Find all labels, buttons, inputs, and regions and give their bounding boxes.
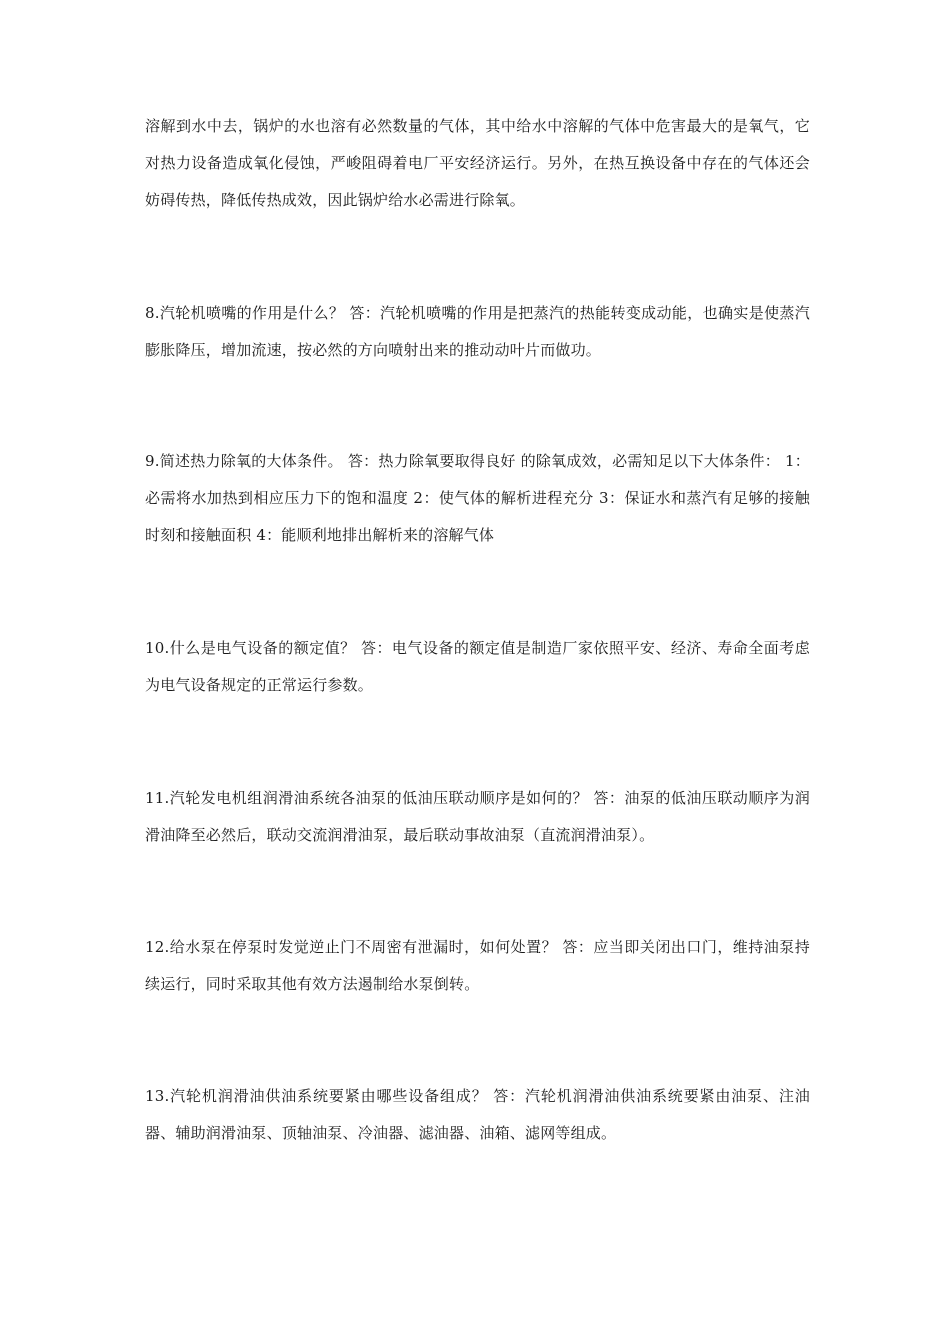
paragraph-intro: 溶解到水中去，锅炉的水也溶有必然数量的气体，其中给水中溶解的气体中危害最大的是氧气，它对热力设备造成氧化侵蚀，严峻阻碍着电厂平安经济运行。另外，在热互换设备中存在的气体还会妨碍传热，降低传热成效，因此锅炉给水必需进行除氧。 — [145, 117, 810, 209]
paragraph-question-9: 9.简述热力除氧的大体条件。 答：热力除氧要取得良好 的除氧成效，必需知足以下大体条件： 1：必需将水加热到相应压力下的饱和温度 2：使气体的解析进程充分 3：保证水和蒸汽有足够的接触时刻和接触面积 4：能顺利地排出解析来的溶解气体 — [145, 452, 810, 544]
paragraph-question-12: 12.给水泵在停泵时发觉逆止门不周密有泄漏时，如何处置？ 答：应当即关闭出口门，维持油泵持续运行，同时采取其他有效方法遏制给水泵倒转。 — [145, 938, 810, 993]
paragraph-question-11: 11.汽轮发电机组润滑油系统各油泵的低油压联动顺序是如何的？ 答：油泵的低油压联动顺序为润滑油降至必然后，联动交流润滑油泵，最后联动事故油泵（直流润滑油泵）。 — [145, 789, 810, 844]
paragraph-question-10: 10.什么是电气设备的额定值？ 答：电气设备的额定值是制造厂家依照平安、经济、寿命全面考虑为电气设备规定的正常运行参数。 — [145, 639, 810, 694]
paragraph-question-8: 8.汽轮机喷嘴的作用是什么？ 答：汽轮机喷嘴的作用是把蒸汽的热能转变成动能，也确实是使蒸汽膨胀降压，增加流速，按必然的方向喷射出来的推动动叶片而做功。 — [145, 304, 810, 359]
paragraph-question-13: 13.汽轮机润滑油供油系统要紧由哪些设备组成？ 答：汽轮机润滑油供油系统要紧由油泵、注油器、辅助润滑油泵、顶轴油泵、冷油器、滤油器、油箱、滤网等组成。 — [145, 1087, 810, 1142]
